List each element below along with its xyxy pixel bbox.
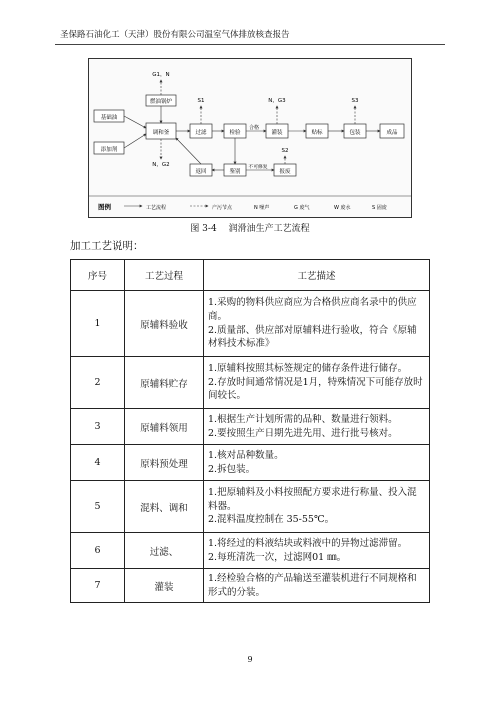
legend-title: 图例 bbox=[98, 203, 111, 211]
row-desc bbox=[204, 533, 430, 569]
legend-solid: S 固废 bbox=[372, 205, 387, 211]
box-check bbox=[224, 164, 246, 176]
svg-text:成品: 成品 bbox=[386, 130, 398, 136]
row-desc bbox=[204, 445, 430, 481]
page-number: 9 bbox=[247, 655, 253, 664]
box-base-oil bbox=[94, 110, 124, 122]
row-no: 6 bbox=[71, 533, 125, 569]
row-desc bbox=[204, 569, 430, 603]
desc-line: 2.要按照生产日期先进先用、进行批号核对。 bbox=[208, 427, 398, 439]
row-process: 混料、调和 bbox=[125, 481, 204, 533]
svg-text:燃油锅炉: 燃油锅炉 bbox=[149, 99, 173, 105]
box-inspect bbox=[224, 124, 246, 138]
row-process: 原辅料领用 bbox=[125, 409, 204, 445]
desc-line: 2.拆包装。 bbox=[208, 463, 256, 475]
table-header-row bbox=[71, 260, 430, 291]
svg-text:贴标: 贴标 bbox=[311, 130, 323, 136]
row-no: 5 bbox=[71, 481, 125, 533]
table-row bbox=[71, 569, 430, 603]
desc-line: 2.每班清洗一次，过滤网01 ㎜。 bbox=[208, 551, 347, 563]
desc-line: 1.根据生产计划所需的品种、数量进行领料。 bbox=[208, 413, 398, 425]
desc-line: 1.经检验合格的产品输送至灌装机进行不同规格和形式的分装。 bbox=[208, 572, 417, 598]
row-process: 原料预处理 bbox=[125, 445, 204, 481]
legend-flow: 工艺流程 bbox=[146, 205, 167, 211]
desc-line: 1.核对品种数量。 bbox=[208, 449, 284, 461]
legend-node: 产污节点 bbox=[212, 205, 233, 211]
box-rework bbox=[190, 164, 212, 176]
box-pack bbox=[344, 124, 366, 138]
svg-text:过滤: 过滤 bbox=[195, 130, 207, 136]
header-no: 序号 bbox=[71, 260, 125, 291]
label-qualified: 合格 bbox=[248, 125, 260, 131]
svg-text:报废: 报废 bbox=[279, 169, 291, 175]
label-unqualified: 不可修复 bbox=[248, 165, 268, 170]
row-no: 7 bbox=[71, 569, 125, 603]
box-fill bbox=[266, 124, 288, 138]
process-flow-diagram bbox=[88, 58, 412, 218]
figure-caption bbox=[0, 221, 500, 234]
emission-s2: S2 bbox=[281, 148, 289, 154]
legend-noise: N 噪声 bbox=[254, 205, 270, 211]
row-desc bbox=[204, 481, 430, 533]
box-blend bbox=[146, 123, 176, 139]
table-row bbox=[71, 409, 430, 445]
emission-s3: S3 bbox=[351, 98, 359, 104]
emission-g1: G1，N bbox=[152, 72, 170, 78]
box-label bbox=[306, 124, 328, 138]
process-table bbox=[70, 259, 430, 603]
table-row bbox=[71, 481, 430, 533]
caption-number: 图 3-4 bbox=[190, 224, 217, 234]
row-desc bbox=[204, 409, 430, 445]
svg-text:检验: 检验 bbox=[229, 130, 241, 136]
table-row bbox=[71, 533, 430, 569]
box-filter bbox=[190, 124, 212, 138]
box-boiler bbox=[146, 95, 176, 106]
svg-text:灌装: 灌装 bbox=[271, 130, 283, 136]
section-title: 加工工艺说明： bbox=[70, 240, 144, 252]
row-process: 过滤、 bbox=[125, 533, 204, 569]
header-divider bbox=[55, 44, 445, 45]
row-process: 原辅料验收 bbox=[125, 291, 204, 357]
emission-n-g2: N，G2 bbox=[152, 162, 170, 168]
row-process: 灌装 bbox=[125, 569, 204, 603]
svg-text:鉴别: 鉴别 bbox=[229, 169, 241, 175]
desc-line: 2.存放时间通常情况是1月，特殊情况下可能存放时间较长。 bbox=[208, 376, 423, 402]
table-row bbox=[71, 357, 430, 409]
desc-line: 2.混料温度控制在 35-55℃。 bbox=[208, 514, 335, 526]
row-desc bbox=[204, 357, 430, 409]
caption-text: 润滑油生产工艺流程 bbox=[228, 224, 310, 234]
desc-line: 2.质量部、供应部对原辅料进行验收，符合《原辅材料技术标准》 bbox=[208, 324, 417, 350]
header-process: 工艺过程 bbox=[125, 260, 204, 291]
desc-line: 1.采购的物料供应商应为合格供应商名录中的供应商。 bbox=[208, 296, 417, 322]
desc-line: 1.原辅料按照其标签规定的储存条件进行储存。 bbox=[208, 362, 408, 374]
desc-line: 1.把原辅料及小料按照配方要求进行称量、投入混料器。 bbox=[208, 486, 417, 512]
svg-text:添加剂: 添加剂 bbox=[100, 147, 118, 153]
svg-text:包装: 包装 bbox=[349, 130, 361, 136]
svg-text:调和釜: 调和釜 bbox=[152, 130, 170, 136]
legend-water: W 废水 bbox=[334, 205, 351, 211]
row-no: 1 bbox=[71, 291, 125, 357]
box-product bbox=[380, 124, 404, 138]
emission-s1: S1 bbox=[197, 98, 205, 104]
page-header: 圣保路石油化工（天津）股份有限公司温室气体排放核查报告 bbox=[60, 30, 290, 40]
svg-text:基础油: 基础油 bbox=[100, 115, 118, 121]
row-no: 3 bbox=[71, 409, 125, 445]
row-process: 原辅料贮存 bbox=[125, 357, 204, 409]
legend-gas: G 废气 bbox=[294, 205, 310, 211]
table-row bbox=[71, 445, 430, 481]
table-row bbox=[71, 291, 430, 357]
header-desc: 工艺描述 bbox=[204, 260, 430, 291]
svg-text:返回: 返回 bbox=[195, 169, 207, 175]
box-scrap bbox=[274, 164, 296, 176]
row-no: 4 bbox=[71, 445, 125, 481]
desc-line: 1.将经过的料液结块或料液中的异物过滤滞留。 bbox=[208, 537, 408, 549]
row-desc bbox=[204, 291, 430, 357]
box-additive bbox=[94, 142, 124, 154]
row-no: 2 bbox=[71, 357, 125, 409]
emission-n-g3: N，G3 bbox=[268, 98, 286, 104]
